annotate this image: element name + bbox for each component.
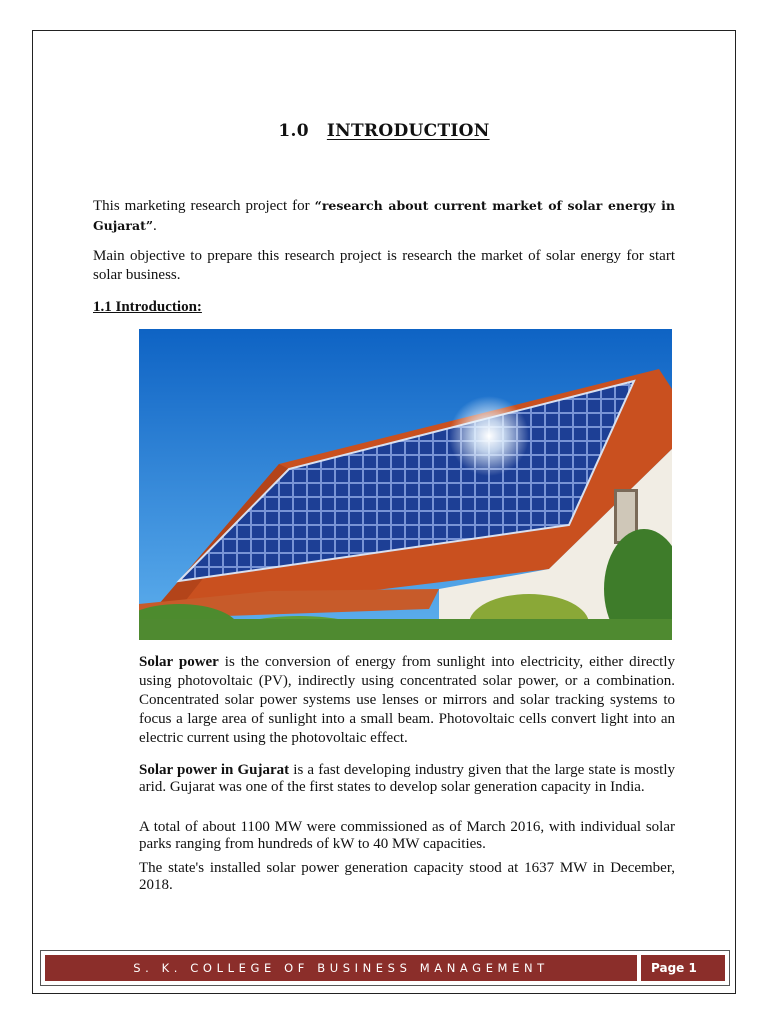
project-title-quote: “research about current market of solar energy in Gujarat” [93,198,675,233]
section-number: 1.0 [278,121,309,141]
subsection-heading: 1.1 Introduction: [93,299,202,315]
intro-paragraph-2: Main objective to prepare this research project is research the market of solar energy for start solar business. [93,248,675,283]
gujarat-term: Solar power in Gujarat [139,762,290,778]
para1-suffix: . [153,218,157,234]
solar-power-text: is the conversion of energy from sunlight into electricity, either directly using photovoltaic (PV), indirectly using concentrated solar power, or a combination. Concentrated solar power systems use lenses or mirrors and solar tracking systems to focus a large area of sunlight into a small beam. Photovoltaic cells convert light into an electric current using the photovoltaic effect. [139,654,675,746]
para1-prefix: This marketing research project for [93,198,315,214]
solar-power-paragraph [139,653,675,748]
section-heading [0,121,768,141]
section-title: INTRODUCTION [326,121,490,141]
solar-power-term: Solar power [139,654,219,670]
solar-panel-house-photo [139,329,672,640]
page-number: Page 1 [641,955,725,981]
intro-paragraph-1 [93,196,675,236]
gujarat-text: is a fast developing industry given that the large state is mostly arid. Gujarat was one of the first states to develop solar generation capacity in India. [139,762,675,795]
gujarat-paragraph [139,762,675,796]
capacity-paragraph-2018: The state's installed solar power generation capacity stood at 1637 MW in December, 2018. [139,860,675,893]
page-footer [40,950,730,986]
capacity-paragraph-2016: A total of about 1100 MW were commissioned as of March 2016, with individual solar parks ranging from hundreds of kW to 40 MW capacities. [139,819,675,852]
college-name: S. K. COLLEGE OF BUSINESS MANAGEMENT [45,955,637,981]
